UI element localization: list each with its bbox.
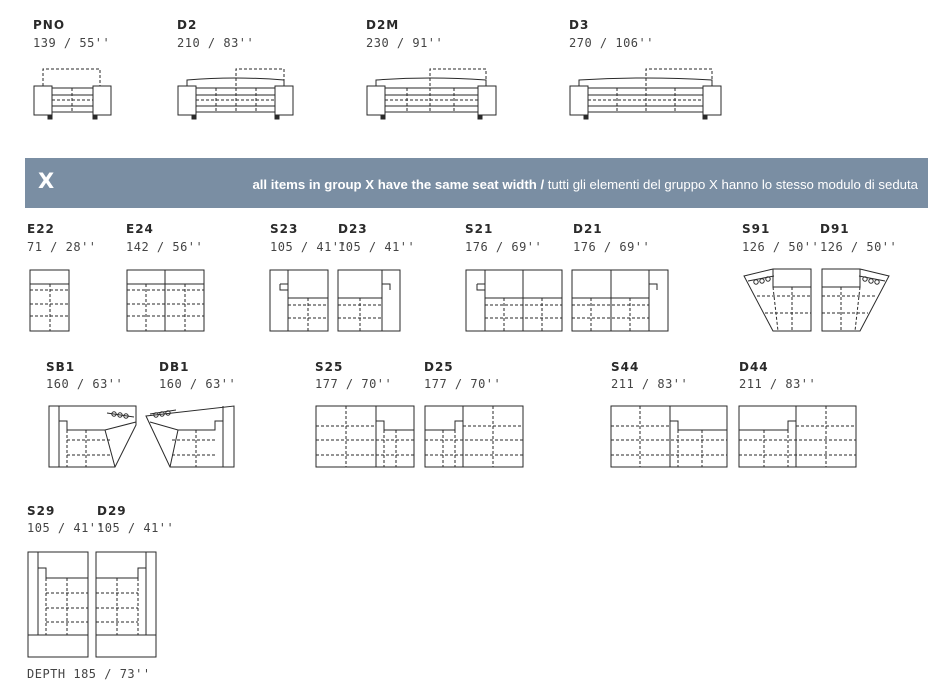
e22-drawing <box>30 270 69 331</box>
item-code-e24: E24 <box>126 222 154 236</box>
d2m-drawing <box>367 69 496 119</box>
d25-drawing <box>425 406 523 467</box>
item-code-d91: D91 <box>820 222 850 236</box>
item-dim-s44: 211 / 83'' <box>611 377 689 391</box>
d21-drawing <box>572 270 668 331</box>
item-dim-d25: 177 / 70'' <box>424 377 502 391</box>
s23-drawing <box>270 270 328 331</box>
item-dim-d3: 270 / 106'' <box>569 36 654 50</box>
group-description-italian: tutti gli elementi del gruppo X hanno lo stesso modulo di seduta <box>544 177 918 192</box>
item-code-d2: D2 <box>177 18 198 32</box>
item-dim-sb1: 160 / 63'' <box>46 377 124 391</box>
group-description-bold: all items in group X have the same seat width / <box>252 177 545 192</box>
s29-drawing <box>28 552 88 657</box>
item-code-pno: PNO <box>33 18 66 32</box>
item-code-d23: D23 <box>338 222 368 236</box>
item-dim-e22: 71 / 28'' <box>27 240 97 254</box>
item-code-sb1: SB1 <box>46 360 76 374</box>
item-code-s23: S23 <box>270 222 299 236</box>
item-code-s29: S29 <box>27 504 56 518</box>
item-dim-d2: 210 / 83'' <box>177 36 255 50</box>
item-dim-d21: 176 / 69'' <box>573 240 651 254</box>
group-letter: X <box>38 169 55 193</box>
item-code-d21: D21 <box>573 222 603 236</box>
d23-drawing <box>338 270 400 331</box>
item-dim-d23: 105 / 41'' <box>338 240 416 254</box>
item-code-s25: S25 <box>315 360 344 374</box>
pno-drawing <box>34 69 111 119</box>
item-code-d44: D44 <box>739 360 769 374</box>
item-dim-s25: 177 / 70'' <box>315 377 393 391</box>
item-code-db1: DB1 <box>159 360 190 374</box>
item-dim-e24: 142 / 56'' <box>126 240 204 254</box>
s91-drawing <box>744 269 811 331</box>
item-dim-s29: 105 / 41'' <box>27 521 105 535</box>
d44-drawing <box>739 406 856 467</box>
sb1-drawing <box>49 406 136 467</box>
s25-drawing <box>316 406 414 467</box>
db1-drawing <box>146 406 234 467</box>
item-dim-pno: 139 / 55'' <box>33 36 111 50</box>
item-code-s44: S44 <box>611 360 640 374</box>
d91-drawing <box>822 269 889 331</box>
item-dim-s91: 126 / 50'' <box>742 240 820 254</box>
item-code-d2m: D2M <box>366 18 400 32</box>
s44-drawing <box>611 406 727 467</box>
item-code-d29: D29 <box>97 504 127 518</box>
item-dim-d44: 211 / 83'' <box>739 377 817 391</box>
item-dim-s21: 176 / 69'' <box>465 240 543 254</box>
d2-drawing <box>178 69 293 119</box>
item-dim-d2m: 230 / 91'' <box>366 36 444 50</box>
d29-drawing <box>96 552 156 657</box>
e24-drawing <box>127 270 204 331</box>
item-dim-d91: 126 / 50'' <box>820 240 898 254</box>
item-dim-d29: 105 / 41'' <box>97 521 175 535</box>
d3-drawing <box>570 69 721 119</box>
item-code-d25: D25 <box>424 360 454 374</box>
item-code-d3: D3 <box>569 18 590 32</box>
item-code-s91: S91 <box>742 222 771 236</box>
item-code-e22: E22 <box>27 222 55 236</box>
s21-drawing <box>466 270 562 331</box>
item-dim-db1: 160 / 63'' <box>159 377 237 391</box>
item-code-s21: S21 <box>465 222 494 236</box>
depth-note: DEPTH 185 / 73'' <box>27 667 151 681</box>
item-dim-s23: 105 / 41'' <box>270 240 348 254</box>
